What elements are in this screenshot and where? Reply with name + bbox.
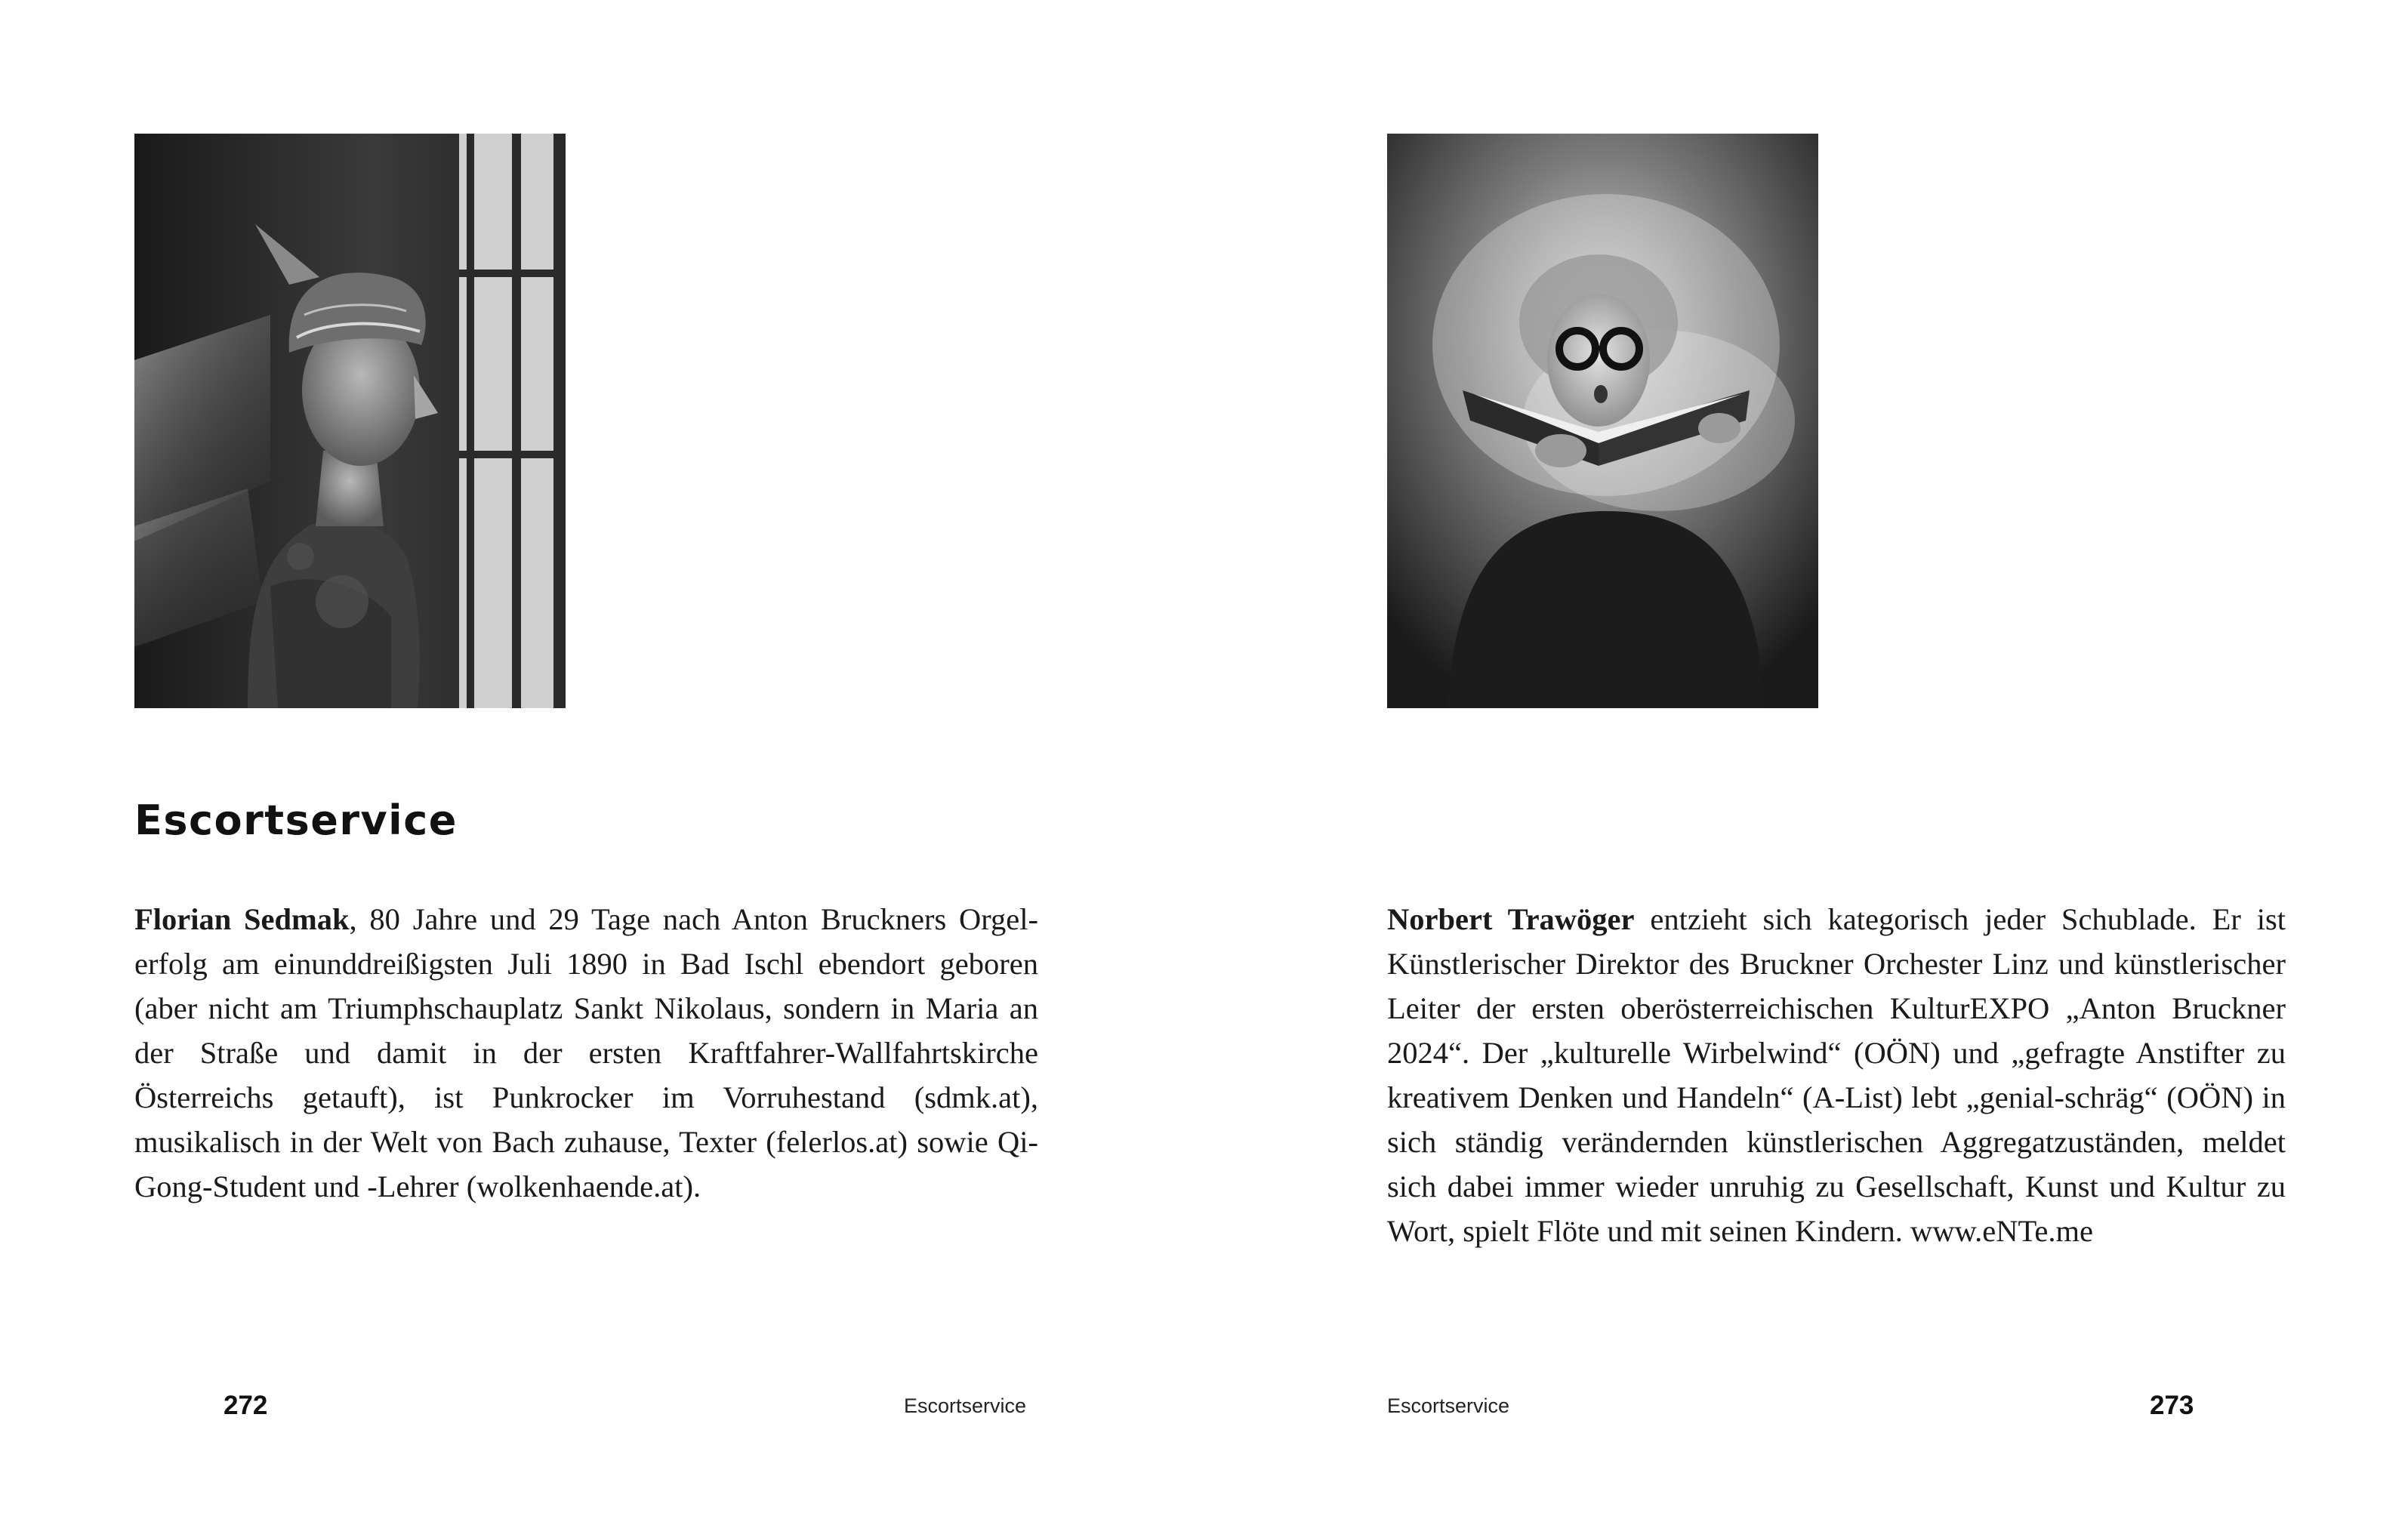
bio-text: , 80 Jahre und 29 Tage nach Anton Bruckners Orgel-erfolg am einunddreißigsten Juli 1890 in Bad Ischl ebendort geboren (aber nicht am Triumphschauplatz Sankt Nikolaus, sondern in Maria an der Straße und damit in der ersten Kraftfahrer-Wallfahrtskirche Österreichs getauft), ist Punkrocker im Vorruhestand (sdmk.at), musikalisch in der Welt von Bach zuhause, Texter (felerlos.at) sowie Qi-Gong-Student und -Lehrer (wolkenhaende.at).	[134, 902, 1038, 1203]
page-number: 273	[2150, 1391, 2194, 1420]
right-page	[1204, 0, 2408, 1516]
running-title: Escortservice	[904, 1394, 1027, 1417]
bio-florian-sedmak	[134, 897, 1038, 1209]
bio-name: Norbert Trawöger	[1387, 902, 1635, 936]
portrait-photo-norbert-trawoeger	[1387, 134, 1818, 708]
portrait-photo-florian-sedmak	[134, 134, 566, 708]
section-heading: Escortservice	[134, 797, 458, 844]
running-title: Escortservice	[1387, 1394, 1510, 1417]
bio-text: entzieht sich kategorisch jeder Schublade. Er ist Künstlerischer Direktor des Bruckner Orchester Linz und künstlerischer Leiter der ersten oberösterreichischen KulturEXPO „Anton Bruckner 2024“. Der „kulturelle Wirbelwind“ (OÖN) und „gefragte Anstifter zu kreativem Denken und Handeln“ (A-List) lebt „genial-schräg“ (OÖN) in sich ständig verändernden künstlerischen Aggregatzuständen, meldet sich dabei immer wieder unruhig zu Gesellschaft, Kunst und Kultur zu Wort, spielt Flöte und mit seinen Kindern. www.eNTe.me	[1387, 902, 2286, 1248]
bio-name: Florian Sedmak	[134, 902, 350, 936]
bio-norbert-trawoeger	[1387, 897, 2286, 1253]
page-number: 272	[224, 1391, 268, 1420]
